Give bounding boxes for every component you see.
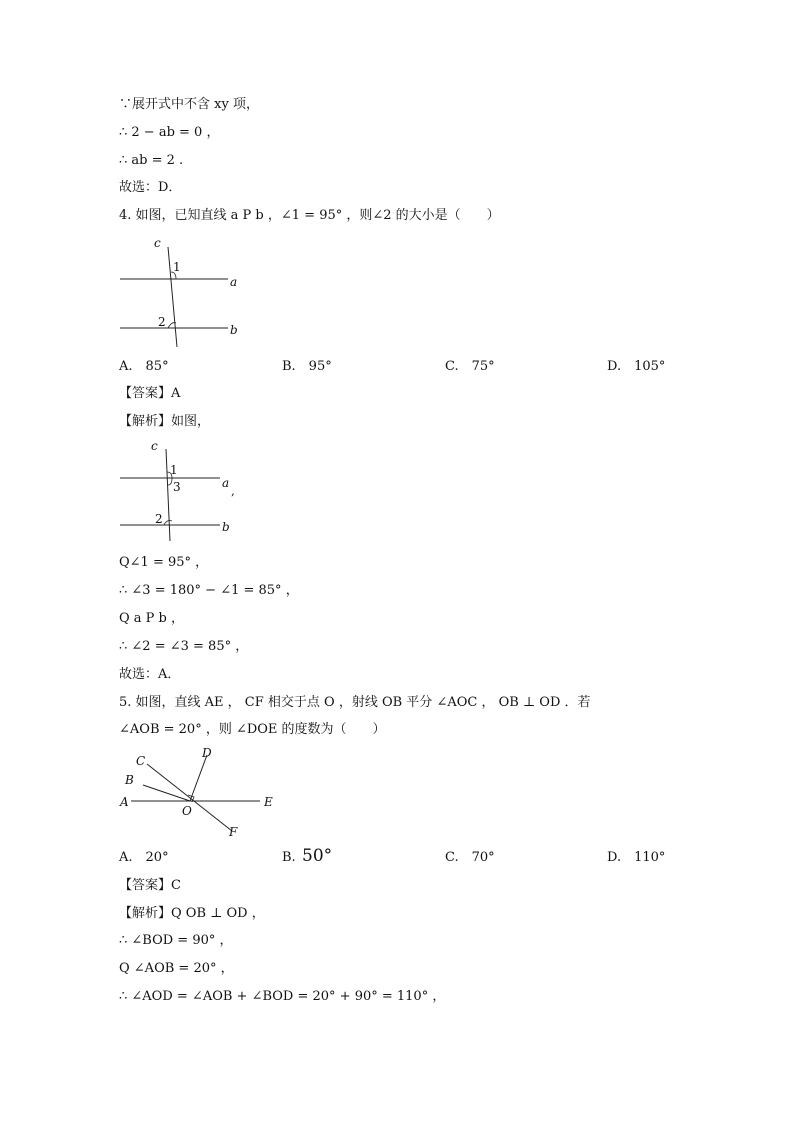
- label-c: c: [154, 236, 161, 250]
- question-5-stem-1: 5. 如图，直线 AE ， CF 相交于点 O ，射线 OB 平分 ∠AOC ， OB ⊥ OD ．若: [119, 695, 591, 710]
- label-A: A: [120, 795, 129, 809]
- question-4-stem: 4. 如图，已知直线 a P b ，∠1 = 95° ，则∠2 的大小是（ ）: [119, 208, 500, 223]
- figure-parallel-lines-q4: [110, 236, 270, 356]
- label-b: b: [230, 323, 238, 337]
- label-a: a: [222, 476, 230, 490]
- step-aod-110: ∴ ∠AOD = ∠AOB + ∠BOD = 20° + 90° = 110° ，: [119, 989, 446, 1004]
- q5-option-c: C. 70°: [445, 850, 495, 865]
- step-choose-a: 故选：A．: [119, 667, 181, 682]
- line-not-contain-xy: ∵展开式中不含 xy 项，: [119, 97, 259, 112]
- label-E: E: [264, 795, 273, 809]
- q4-option-d: D. 105°: [607, 359, 666, 374]
- q4-option-c: C. 75°: [445, 359, 495, 374]
- question-5-stem-2: ∠AOB = 20° ，则 ∠DOE 的度数为（ ）: [119, 722, 386, 737]
- q5-option-d: D. 110°: [607, 850, 666, 865]
- label-angle-1: 1: [173, 260, 181, 274]
- label-a: a: [230, 275, 238, 289]
- step-angle3: ∴ ∠3 = 180° − ∠1 = 85° ，: [119, 583, 299, 598]
- step-aob-20: Q ∠AOB = 20° ，: [119, 961, 234, 976]
- q4-option-a: A. 85°: [119, 359, 169, 374]
- q5-answer: 【答案】C: [119, 878, 181, 893]
- step-angle1-95: Q∠1 = 95° ，: [119, 555, 209, 570]
- line-2-minus-ab: ∴ 2 − ab = 0 ，: [119, 125, 220, 140]
- figure-intersecting-lines-q5: [115, 745, 315, 845]
- label-C: C: [136, 754, 146, 768]
- label-O: O: [182, 804, 192, 818]
- label-D: D: [202, 746, 212, 760]
- label-angle-3: 3: [173, 480, 181, 494]
- label-b: b: [222, 520, 230, 534]
- q5-option-a: A. 20°: [119, 850, 169, 865]
- step-parallel: Q a P b ，: [119, 611, 185, 626]
- label-c: c: [151, 439, 158, 453]
- q4-answer: 【答案】A: [119, 386, 181, 401]
- label-angle-1: 1: [170, 463, 178, 477]
- line-ab-equals-2: ∴ ab = 2 .: [119, 153, 184, 168]
- label-B: B: [125, 773, 134, 787]
- step-angle2: ∴ ∠2 = ∠3 = 85° ，: [119, 639, 249, 654]
- step-bod-90: ∴ ∠BOD = 90° ，: [119, 933, 233, 948]
- label-angle-2: 2: [155, 512, 163, 526]
- q4-analysis: 【解析】如图，: [119, 414, 211, 429]
- figure-parallel-lines-q4-analysis: [110, 437, 270, 547]
- line-choose-d: 故选：D．: [119, 180, 182, 195]
- q5-option-b-letter: B.: [282, 850, 296, 865]
- q5-analysis-start: 【解析】Q OB ⊥ OD ，: [119, 906, 265, 921]
- q5-option-b-value: 50°: [302, 846, 333, 866]
- q4-option-b: B. 95°: [282, 359, 332, 374]
- label-angle-2: 2: [158, 315, 166, 329]
- label-comma: ,: [231, 484, 235, 498]
- label-F: F: [229, 825, 238, 839]
